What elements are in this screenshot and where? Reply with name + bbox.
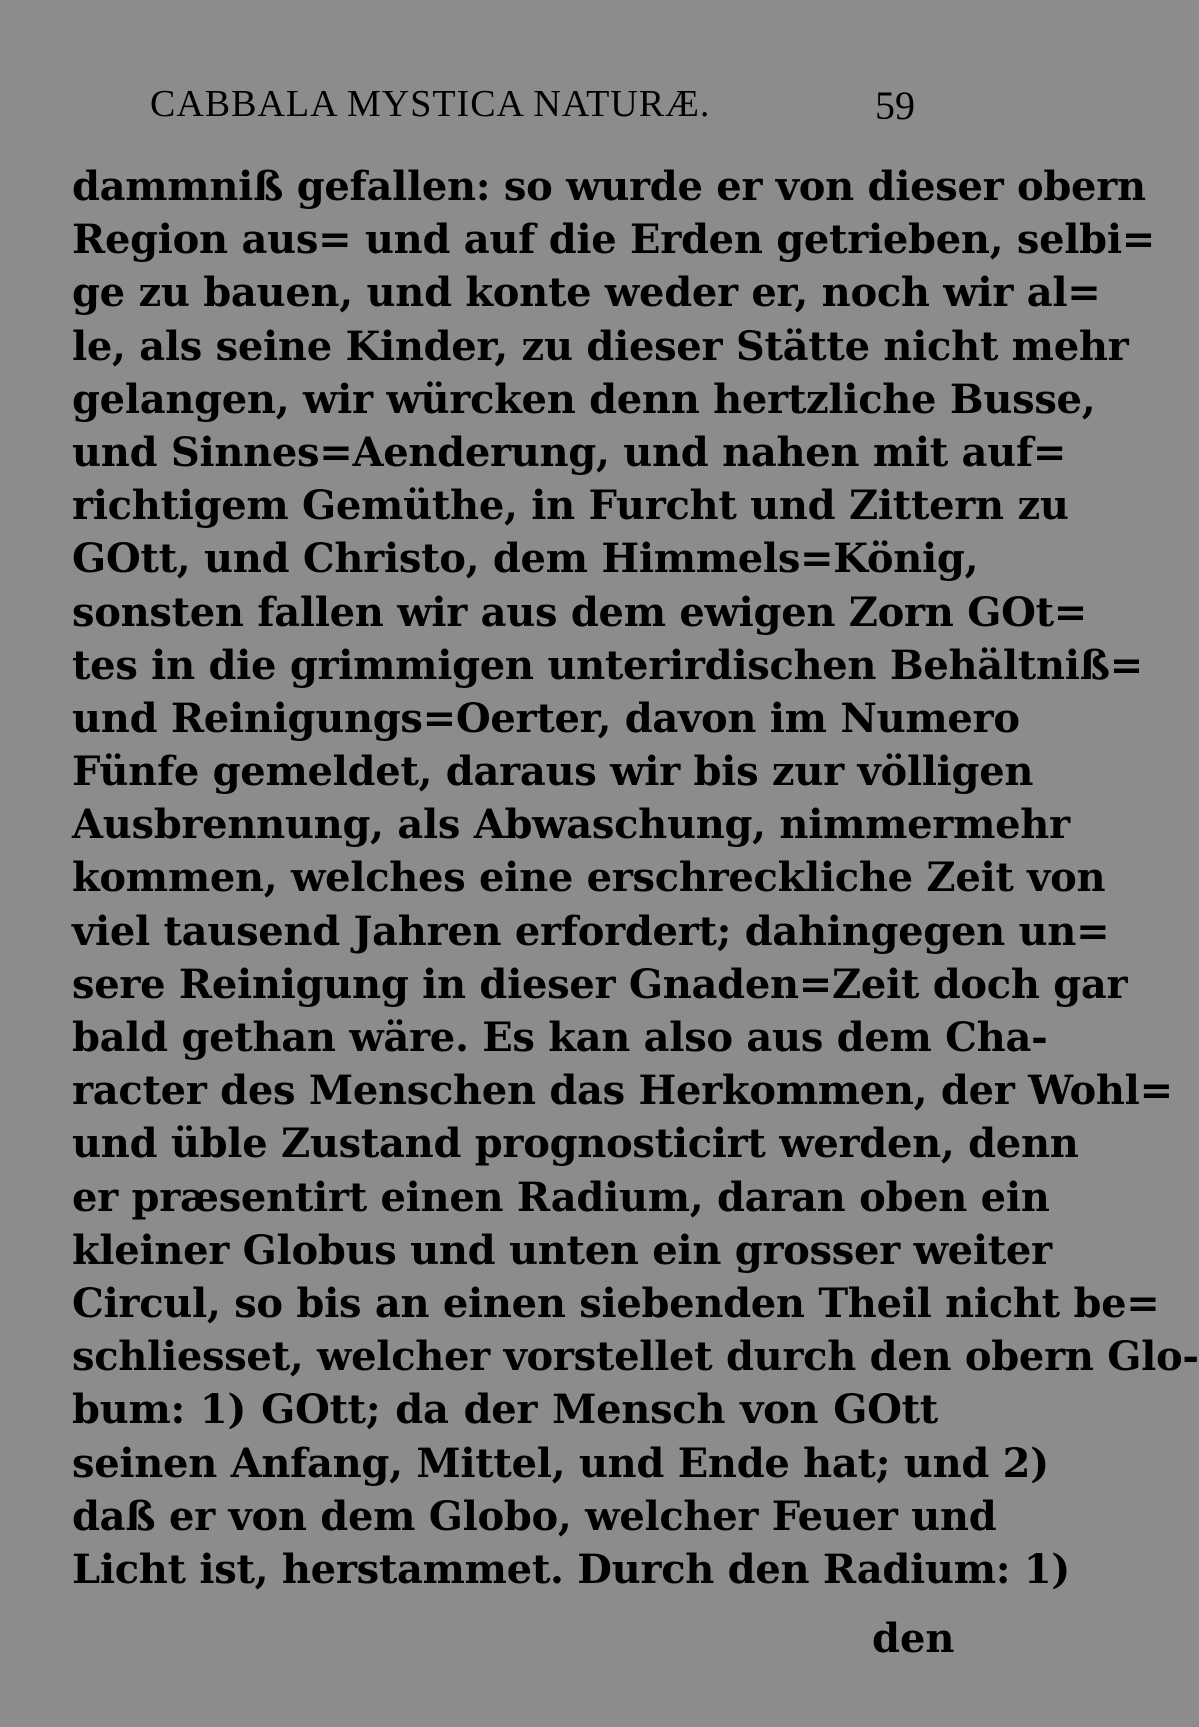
body-text bbox=[72, 160, 1199, 1596]
text-line: kleiner Globus und unten ein grosser weiter bbox=[72, 1226, 1052, 1274]
page-header bbox=[150, 82, 950, 132]
text-line: racter des Menschen das Herkommen, der Wohl= bbox=[72, 1067, 1173, 1115]
text-line: und Reinigungs=Oerter, davon im Numero bbox=[72, 694, 1020, 742]
text-line: le, als seine Kinder, zu dieser Stätte nicht mehr bbox=[72, 322, 1129, 370]
text-line: seinen Anfang, Mittel, und Ende hat; und 2) bbox=[72, 1439, 1049, 1487]
text-line: viel tausend Jahren erfordert; dahingegen un= bbox=[72, 907, 1110, 955]
text-line: bald gethan wäre. Es kan also aus dem Cha- bbox=[72, 1014, 1048, 1061]
text-line: Licht ist, herstammet. Durch den Radium: 1) bbox=[72, 1545, 1070, 1593]
text-line: Ausbrennung, als Abwaschung, nimmermehr bbox=[72, 801, 1070, 849]
text-line: er præsentirt einen Radium, daran oben ein bbox=[72, 1173, 1050, 1221]
text-line: sere Reinigung in dieser Gnaden=Zeit doch gar bbox=[72, 960, 1128, 1008]
text-line: Fünfe gemeldet, daraus wir bis zur völligen bbox=[72, 748, 1034, 796]
catchword: den bbox=[872, 1615, 955, 1662]
text-line: ge zu bauen, und konte weder er, noch wir al= bbox=[72, 269, 1101, 317]
text-line: und üble Zustand prognosticirt werden, denn bbox=[72, 1120, 1079, 1168]
running-title: CABBALA MYSTICA NATURÆ. bbox=[150, 83, 711, 125]
text-line: GOtt, und Christo, dem Himmels=König, bbox=[72, 535, 979, 583]
text-line: bum: 1) GOtt; da der Mensch von GOtt bbox=[72, 1386, 938, 1434]
page-number: 59 bbox=[875, 83, 915, 128]
text-line: Region aus= und auf die Erden getrieben, selbi= bbox=[72, 216, 1155, 264]
text-line: schliesset, welcher vorstellet durch den obern Glo- bbox=[72, 1333, 1199, 1381]
text-line: richtigem Gemüthe, in Furcht und Zittern zu bbox=[72, 482, 1069, 530]
text-line: kommen, welches eine erschreckliche Zeit von bbox=[72, 854, 1106, 902]
text-line: Circul, so bis an einen siebenden Theil nicht be= bbox=[72, 1279, 1160, 1327]
text-line: gelangen, wir würcken denn hertzliche Busse, bbox=[72, 375, 1096, 423]
text-line: dammniß gefallen: so wurde er von dieser obern bbox=[72, 163, 1146, 210]
text-line: daß er von dem Globo, welcher Feuer und bbox=[72, 1492, 997, 1540]
text-line: und Sinnes=Aenderung, und nahen mit auf= bbox=[72, 428, 1067, 476]
text-line: sonsten fallen wir aus dem ewigen Zorn GOt= bbox=[72, 588, 1088, 636]
text-line: tes in die grimmigen unterirdischen Behältniß= bbox=[72, 641, 1143, 689]
